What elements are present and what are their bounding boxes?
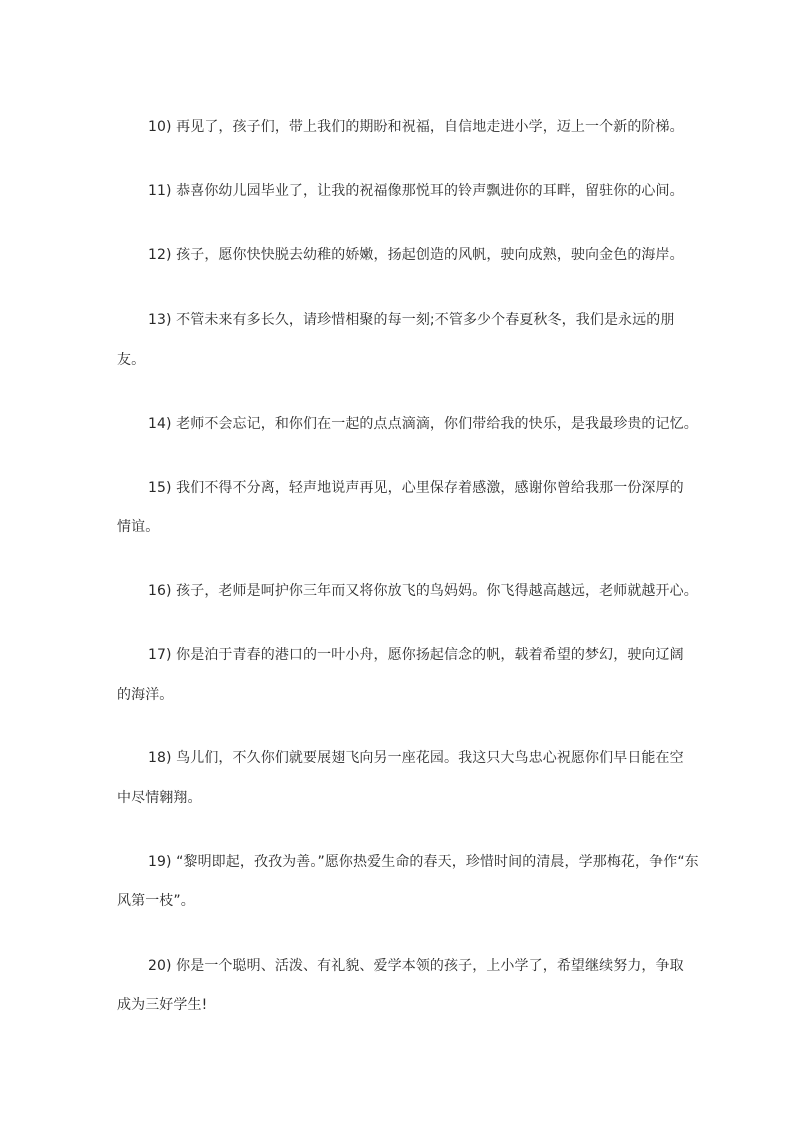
paragraph-20-line-1: 20) 你是一个聪明、活泼、有礼貌、爱学本领的孩子，上小学了，希望继续努力，争取 (148, 958, 684, 974)
paragraph-19-line-2: 风第一枝”。 (117, 893, 195, 909)
paragraph-16-line-1: 16) 孩子，老师是呵护你三年而又将你放飞的鸟妈妈。你飞得越高越远，老师就越开心。 (148, 583, 698, 599)
paragraph-17-line-1: 17) 你是泊于青春的港口的一叶小舟，愿你扬起信念的帆，载着希望的梦幻，驶向辽阔 (148, 647, 684, 663)
paragraph-20-line-2: 成为三好学生! (117, 997, 208, 1013)
paragraph-12-line-1: 12) 孩子，愿你快快脱去幼稚的娇嫩，扬起创造的风帆，驶向成熟，驶向金色的海岸。 (148, 247, 684, 263)
paragraph-13-line-1: 13) 不管未来有多长久，请珍惜相聚的每一刻;不管多少个春夏秋冬，我们是永远的朋 (148, 312, 675, 328)
paragraph-18-line-2: 中尽情翱翔。 (117, 790, 202, 806)
paragraph-10-line-1: 10) 再见了，孩子们，带上我们的期盼和祝福，自信地走进小学，迈上一个新的阶梯。 (148, 119, 684, 135)
paragraph-11-line-1: 11) 恭喜你幼儿园毕业了，让我的祝福像那悦耳的铃声飘进你的耳畔，留驻你的心间。 (148, 183, 684, 199)
paragraph-19-line-1: 19) “黎明即起，孜孜为善。”愿你热爱生命的春天，珍惜时间的清晨，学那梅花，争作“东 (148, 854, 699, 870)
paragraph-13-line-2: 友。 (117, 352, 146, 368)
paragraph-15-line-1: 15) 我们不得不分离，轻声地说声再见，心里保存着感激，感谢你曾给我那一份深厚的 (148, 480, 684, 496)
paragraph-17-line-2: 的海洋。 (117, 687, 174, 703)
paragraph-15-line-2: 情谊。 (117, 519, 160, 535)
paragraph-14-line-1: 14) 老师不会忘记，和你们在一起的点点滴滴，你们带给我的快乐，是我最珍贵的记忆。 (148, 416, 698, 432)
paragraph-18-line-1: 18) 鸟儿们，不久你们就要展翅飞向另一座花园。我这只大鸟忠心祝愿你们早日能在空 (148, 750, 684, 766)
